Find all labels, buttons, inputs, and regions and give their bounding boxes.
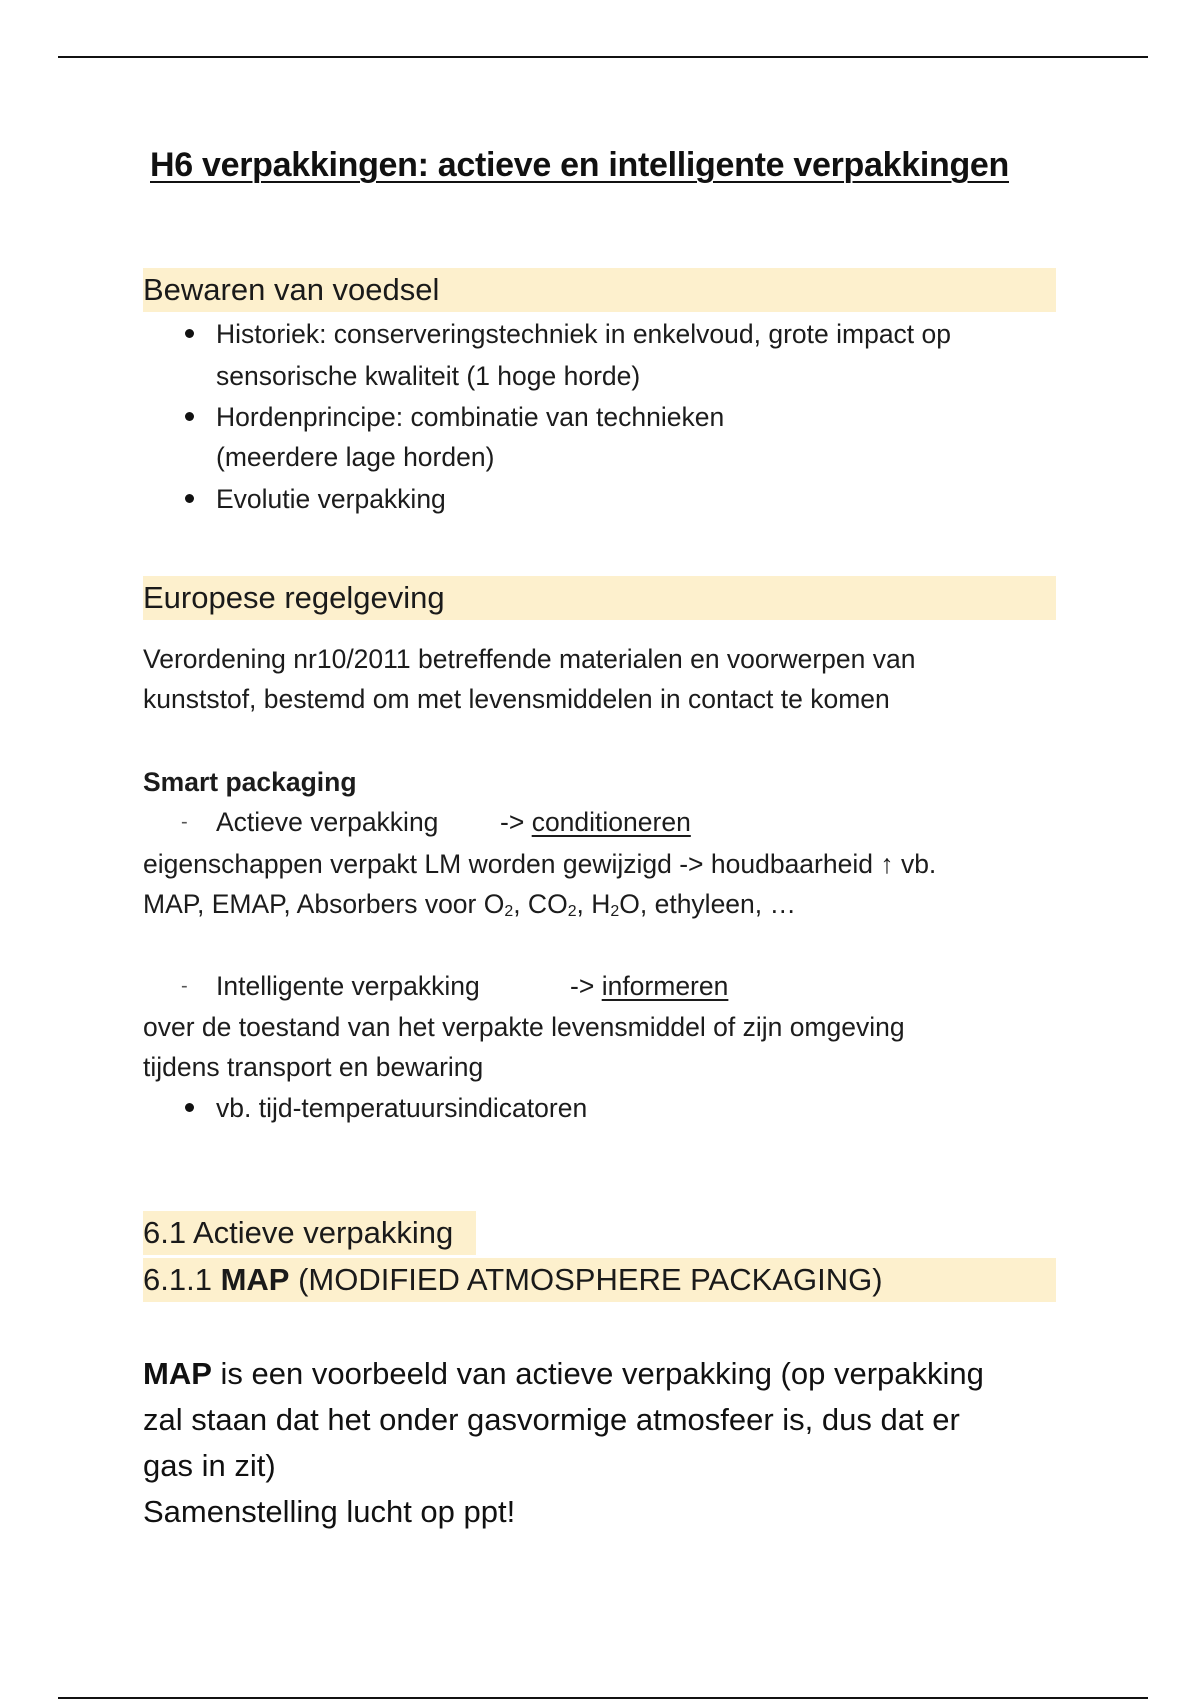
smart-packaging-label: Smart packaging — [143, 767, 357, 797]
list-item-text: Historiek: conserveringstechniek in enkelvoud, grote impact op — [216, 319, 952, 349]
section-heading-bewaren: Bewaren van voedsel — [143, 272, 440, 307]
arrow-text: -> — [570, 971, 595, 1001]
arrow-text: -> — [500, 807, 525, 837]
list-item-text: Evolutie verpakking — [216, 484, 446, 514]
paragraph-line: zal staan dat het onder gasvormige atmosfeer is, dus dat er — [143, 1402, 960, 1437]
dash-item-active — [216, 802, 438, 842]
paragraph-line: Samenstelling lucht op ppt! — [143, 1494, 516, 1529]
subheading-map: 6.1.1 MAP (MODIFIED ATMOSPHERE PACKAGING) — [143, 1262, 883, 1297]
list-item-text: Hordenprincipe: combinatie van technieken — [216, 402, 725, 432]
intelligent-label: Intelligente verpakking — [216, 971, 480, 1001]
list-item — [216, 479, 446, 519]
paragraph-line: Verordening nr10/2011 betreffende materialen en voorwerpen van — [143, 644, 916, 674]
list-item — [216, 1088, 587, 1128]
dash-item-intelligent — [216, 966, 480, 1006]
paragraph-line-formulas: MAP, EMAP, Absorbers voor $O_2$, $CO_2$, $H_2O$, ethyleen, … — [143, 889, 797, 920]
conditioneren-text: conditioneren — [531, 807, 691, 837]
paragraph-line: gas in zit) — [143, 1448, 276, 1483]
section-heading-actieve: 6.1 Actieve verpakking — [143, 1215, 454, 1250]
intelligent-arrow-group — [570, 966, 728, 1006]
top-rule — [58, 56, 1148, 58]
paragraph-line: tijdens transport en bewaring — [143, 1052, 484, 1082]
page-title: H6 verpakkingen: actieve en intelligente verpakkingen — [150, 146, 1009, 184]
paragraph-line: over de toestand van het verpakte levensmiddel of zijn omgeving — [143, 1012, 905, 1042]
paragraph-line: kunststof, bestemd om met levensmiddelen in contact te komen — [143, 684, 890, 714]
list-item — [216, 397, 724, 437]
section-heading-regelgeving: Europese regelgeving — [143, 580, 445, 615]
informeren-text: informeren — [601, 971, 729, 1001]
list-item-continuation: (meerdere lage horden) — [216, 442, 495, 472]
active-label: Actieve verpakking — [216, 807, 439, 837]
bottom-rule — [58, 1697, 1148, 1699]
list-item-continuation: sensorische kwaliteit (1 hoge horde) — [216, 361, 641, 391]
list-item-text: vb. tijd-temperatuursindicatoren — [216, 1093, 588, 1123]
paragraph-line: eigenschappen verpakt LM worden gewijzigd -> houdbaarheid ↑ vb. — [143, 849, 937, 879]
active-arrow-group — [500, 802, 691, 842]
paragraph-line: MAP is een voorbeeld van actieve verpakking (op verpakking — [143, 1356, 984, 1391]
list-item — [216, 314, 951, 354]
